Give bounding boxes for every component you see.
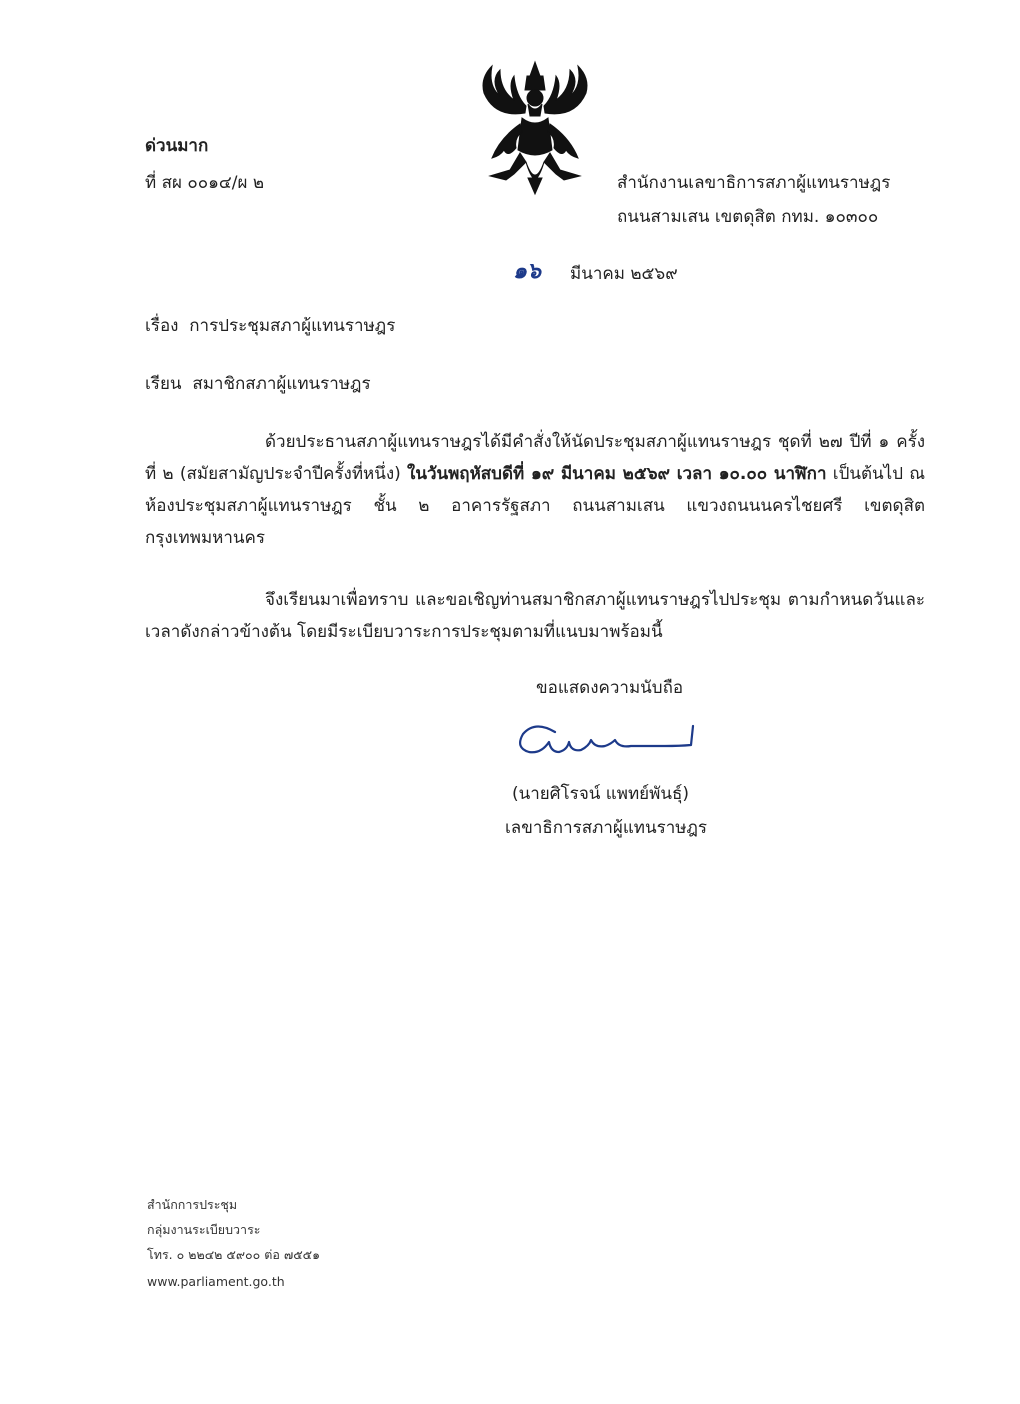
closing-salutation: ขอแสดงความนับถือ <box>536 678 684 698</box>
garuda-emblem-icon <box>470 58 600 198</box>
subject-line <box>145 314 395 338</box>
body-paragraph-1 <box>145 426 925 554</box>
recipient-text: สมาชิกสภาผู้แทนราษฎร <box>192 374 371 394</box>
body-paragraph-2 <box>145 584 925 648</box>
footer-group: กลุ่มงานระเบียบวาระ <box>147 1222 261 1237</box>
date-month-year: มีนาคม ๒๕๖๙ <box>570 264 678 284</box>
footer-phone: โทร. ๐ ๒๒๔๒ ๕๙๐๐ ต่อ ๗๕๕๑ <box>147 1247 321 1262</box>
footer-website-link[interactable]: www.parliament.go.th <box>147 1274 285 1289</box>
organization-address: ถนนสามเสน เขตดุสิต กทม. ๑๐๓๐๐ <box>617 207 879 227</box>
signature-icon <box>515 712 705 764</box>
recipient-line <box>145 372 371 396</box>
subject-label: เรื่อง <box>145 316 179 336</box>
reference-number: ที่ สผ ๐๐๑๔/ผ ๒ <box>145 173 265 193</box>
body-p1-part2: เป็นต้นไป ณ ห้องประชุมสภาผู้แทนราษฎร ชั้น ๒ อาคารรัฐสภา ถนนสามเสน แขวงถนนนครไชยศรี เขตดุสิต กรุงเทพมหานคร <box>145 464 925 548</box>
urgency-label: ด่วนมาก <box>145 136 209 156</box>
body-p2: จึงเรียนมาเพื่อทราบ และขอเชิญท่านสมาชิกสภาผู้แทนราษฎรไปประชุม ตามกำหนดวันและเวลาดังกล่าวข้างต้น โดยมีระเบียบวาระการประชุมตามที่แนบมาพร้อมนี้ <box>145 590 925 642</box>
recipient-label: เรียน <box>145 374 182 394</box>
body-p1-part1: ด้วยประธานสภาผู้แทนราษฎรได้มีคำสั่งให้นัดประชุมสภาผู้แทนราษฎร ชุดที่ ๒๗ ปีที่ ๑ ครั้งที่ ๒ (สมัยสามัญประจำปีครั้งที่หนึ่ง) <box>145 432 925 484</box>
footer-department: สำนักการประชุม <box>147 1197 238 1212</box>
date-day: ๑๖ <box>513 259 541 284</box>
signer-title: เลขาธิการสภาผู้แทนราษฎร <box>505 818 708 838</box>
organization-name: สำนักงานเลขาธิการสภาผู้แทนราษฎร <box>617 173 891 193</box>
signer-name: (นายศิโรจน์ แพทย์พันธุ์) <box>512 784 689 804</box>
subject-text: การประชุมสภาผู้แทนราษฎร <box>189 316 396 336</box>
meeting-date-time: ในวันพฤหัสบดีที่ ๑๙ มีนาคม ๒๕๖๙ เวลา ๑๐.๐๐ นาฬิกา <box>407 464 827 484</box>
